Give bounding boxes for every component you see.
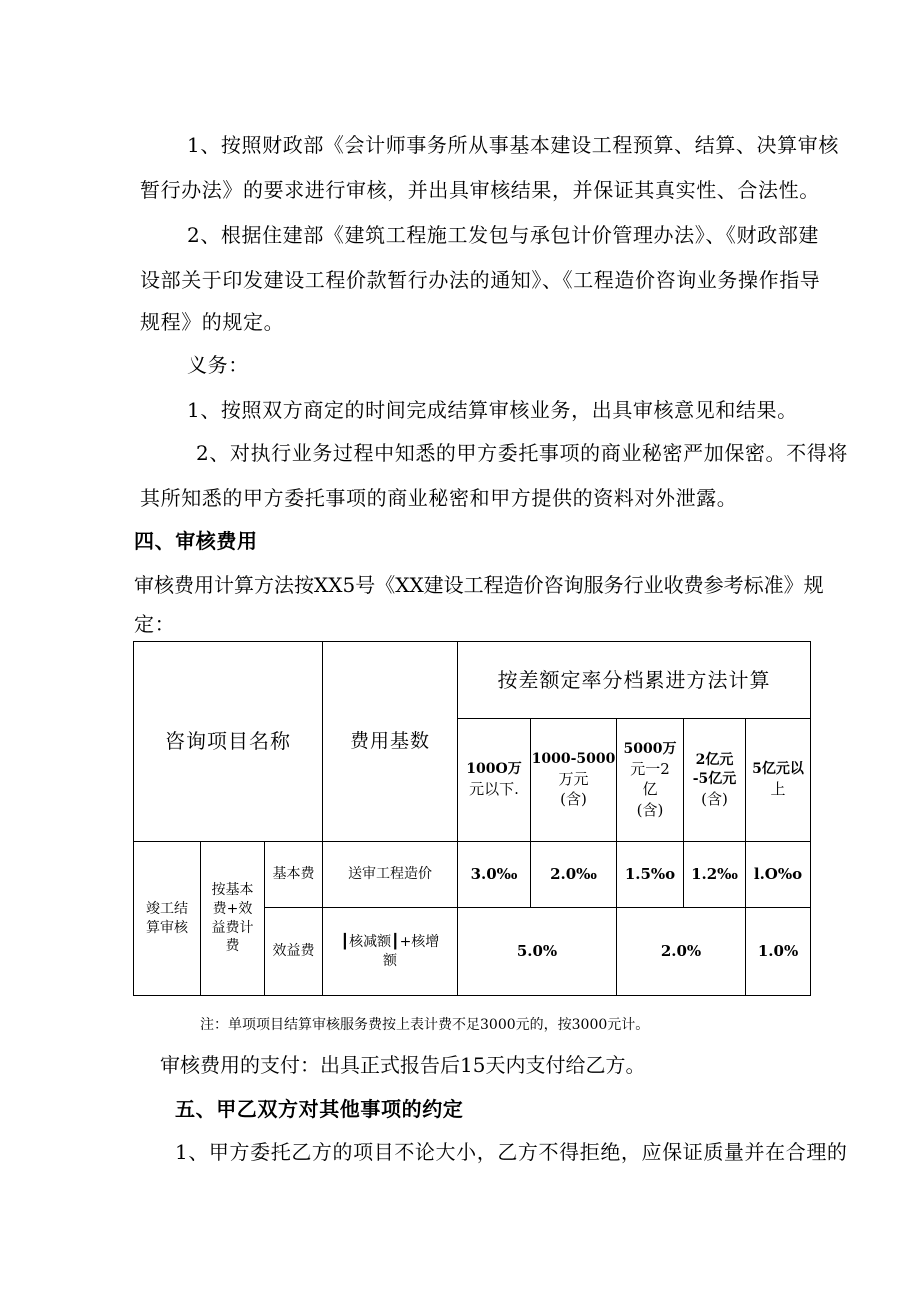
- basic-rate-tier-4: 1.2‰: [684, 842, 746, 908]
- tier-5-line-2: 上: [770, 780, 786, 799]
- tier-header-2: [531, 719, 617, 842]
- basic-fee-label: 基本费: [265, 842, 323, 908]
- section-4-heading: 四、审核费用: [134, 529, 258, 553]
- tier-4-line-2: -5亿元: [692, 770, 737, 787]
- tier-header-4: [684, 719, 746, 842]
- rights-para-2-line-1: 2、根据住建部《建筑工程施工发包与承包计价管理办法》、《财政部建: [187, 223, 819, 247]
- tier-3-line-4: (含): [636, 800, 664, 819]
- header-project-name: 咨询项目名称: [134, 642, 323, 842]
- benefit-rate-tier-3-4: 2.0%: [617, 908, 746, 996]
- benefit-fee-label: 效益费: [265, 908, 323, 996]
- tier-4-line-3: (含): [701, 789, 728, 808]
- method-cell: 按基本费+效益费计费: [201, 842, 265, 996]
- tier-header-5: [746, 719, 811, 842]
- tier-header-1: [458, 719, 531, 842]
- basic-rate-tier-2: 2.0‰: [531, 842, 617, 908]
- benefit-rate-tier-1-2: 5.0%: [458, 908, 617, 996]
- duties-item-2-line-2: 其所知悉的甲方委托事项的商业秘密和甲方提供的资料对外泄露。: [140, 486, 738, 510]
- tier-1-line-1: 100O万: [466, 761, 522, 778]
- category-cell: 竣工结算审核: [134, 842, 201, 996]
- fee-table: [133, 641, 811, 996]
- duties-item-2-line-1: 2、对执行业务过程中知悉的甲方委托事项的商业秘密严加保密。不得将: [196, 441, 848, 465]
- tier-1-line-2: 元以下.: [469, 780, 519, 799]
- tier-2-line-1: 1000-5000: [531, 751, 616, 768]
- basic-fee-base: 送审工程造价: [323, 842, 458, 908]
- tier-3-line-1: 5000万: [623, 741, 677, 758]
- section-4-intro-line-1: 审核费用计算方法按XX5号《XX建设工程造价咨询服务行业收费参考标准》规: [134, 573, 824, 597]
- header-calc-method: 按差额定率分档累进方法计算: [458, 642, 811, 719]
- rights-para-2-line-3: 规程》的规定。: [140, 310, 285, 334]
- section-5-heading: 五、甲乙双方对其他事项的约定: [175, 1097, 464, 1121]
- section-4-intro-line-2: 定：: [134, 612, 176, 636]
- basic-rate-tier-5: l.O%o: [746, 842, 811, 908]
- tier-5-line-1: 5亿元以: [752, 761, 804, 778]
- duties-item-1: 1、按照双方商定的时间完成结算审核业务，出具审核意见和结果。: [187, 398, 798, 422]
- table-note: 注：单项项目结算审核服务费按上表计费不足3000元的，按3000元计。: [200, 1017, 650, 1033]
- benefit-rate-tier-5: 1.0%: [746, 908, 811, 996]
- benefit-fee-base: ┃核减额┃+核增额: [323, 908, 458, 996]
- basic-rate-tier-3: 1.5%o: [617, 842, 684, 908]
- rights-para-1-line-2: 暂行办法》的要求进行审核，并出具审核结果，并保证其真实性、合法性。: [140, 178, 820, 202]
- header-fee-base: 费用基数: [323, 642, 458, 842]
- payment-terms: 审核费用的支付：出具正式报告后15天内支付给乙方。: [160, 1053, 646, 1077]
- basic-rate-tier-1: 3.0‰: [458, 842, 531, 908]
- rights-para-1-line-1: 1、按照财政部《会计师事务所从事基本建设工程预算、结算、决算审核: [187, 133, 839, 157]
- duties-heading: 义务：: [187, 353, 249, 377]
- tier-3-line-3: 亿: [642, 780, 658, 799]
- tier-3-line-2: 元一2: [630, 760, 670, 779]
- tier-2-line-2: 万元: [558, 770, 589, 789]
- tier-2-line-3: (含): [560, 790, 587, 809]
- tier-header-3: [617, 719, 684, 842]
- section-5-item-1: 1、甲方委托乙方的项目不论大小，乙方不得拒绝，应保证质量并在合理的: [175, 1140, 848, 1164]
- tier-4-line-1: 2亿元: [695, 751, 734, 768]
- rights-para-2-line-2: 设部关于印发建设工程价款暂行办法的通知》、《工程造价咨询业务操作指导: [140, 268, 821, 292]
